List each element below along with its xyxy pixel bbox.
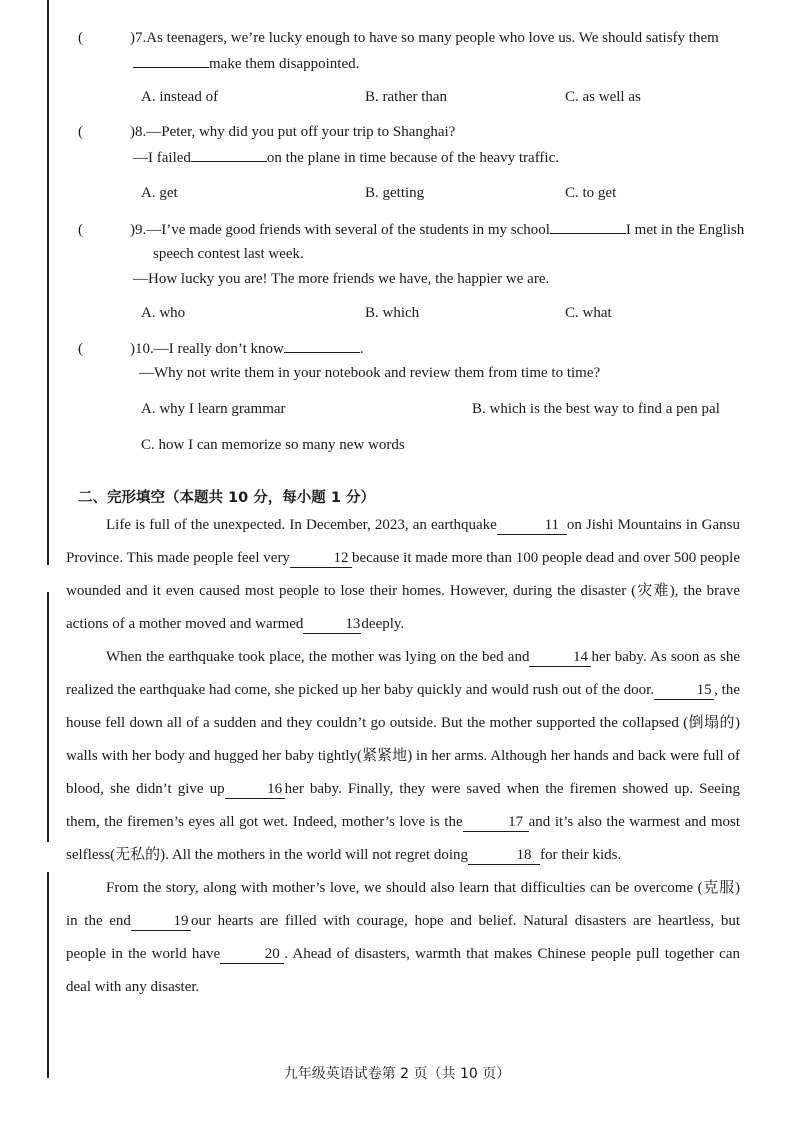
binding-margin-line <box>47 872 49 1078</box>
answer-blank[interactable] <box>133 51 209 68</box>
passage-text: , the house fell down all of a sudden and they couldn’t go outside. But the mother supported the collapsed (倒塌的) walls with her body and hugged her baby tightly(紧紧地) in her arms. Although her hands and back were full of blood, she didn’t give up <box>66 682 740 797</box>
cloze-blank-17[interactable]: 17 <box>463 813 529 832</box>
question-number: )7. <box>130 30 147 46</box>
question-text: —I failed <box>133 150 191 166</box>
question-text: —Why not write them in your notebook and review them from time to time? <box>139 365 601 381</box>
option-c[interactable]: C. what <box>565 305 612 321</box>
option-b[interactable]: B. which is the best way to find a pen pal <box>472 401 720 417</box>
binding-margin-line <box>47 0 49 565</box>
option-c[interactable]: C. to get <box>565 185 617 201</box>
cloze-blank-19[interactable]: 19 <box>131 912 191 931</box>
option-c[interactable]: C. as well as <box>565 89 641 105</box>
passage-paragraph <box>66 872 740 1004</box>
passage-paragraph <box>66 641 740 872</box>
question-number: )9. <box>130 222 147 238</box>
answer-blank[interactable] <box>191 145 267 162</box>
question-text: . <box>359 341 364 357</box>
option-a[interactable]: A. why I learn grammar <box>141 401 286 417</box>
question-text: speech contest last week. <box>153 246 304 262</box>
cloze-blank-20[interactable]: 20 <box>220 945 284 964</box>
option-a[interactable]: A. instead of <box>141 89 219 105</box>
question-10 <box>78 336 758 458</box>
cloze-blank-14[interactable]: 14 <box>529 648 591 667</box>
page-footer: 九年级英语试卷第 2 页（共 10 页） <box>283 1066 511 1082</box>
question-text: —I really don’t know <box>153 341 284 357</box>
question-text: —How lucky you are! The more friends we have, the happier we are. <box>133 271 550 287</box>
question-text: on the plane in time because of the heavy traffic. <box>266 150 559 166</box>
option-a[interactable]: A. who <box>141 305 186 321</box>
passage-text: for their kids. <box>540 847 622 863</box>
cloze-blank-18[interactable]: 18 <box>468 846 540 865</box>
option-b[interactable]: B. which <box>365 305 420 321</box>
question-text: —Peter, why did you put off your trip to Shanghai? <box>146 124 456 140</box>
cloze-blank-15[interactable]: 15 <box>654 681 714 700</box>
cloze-passage <box>66 509 740 1004</box>
question-text: —I’ve made good friends with several of the students in my school <box>146 222 550 238</box>
passage-text: From the story, along with mother’s love, we should also learn that difficulties can be overcome (克服) in the end <box>66 880 740 929</box>
passage-text: deeply. <box>361 616 405 632</box>
option-b[interactable]: B. getting <box>365 185 425 201</box>
cloze-blank-11[interactable]: 11 <box>497 516 567 535</box>
question-9 <box>78 217 758 326</box>
answer-bracket[interactable]: ( <box>78 30 83 46</box>
answer-bracket[interactable]: ( <box>78 124 83 140</box>
passage-text: on Jishi Mountains in Gansu Province. This made people feel very <box>66 517 740 566</box>
option-a[interactable]: A. get <box>141 185 178 201</box>
passage-text: her baby. As soon as she realized the earthquake had come, she picked up her baby quickly and would rush out of the door. <box>66 649 740 698</box>
question-text: I met in the English <box>625 222 745 238</box>
binding-margin-line <box>47 592 49 842</box>
answer-bracket[interactable]: ( <box>78 222 83 238</box>
answer-blank[interactable] <box>550 217 626 234</box>
passage-text: her baby. Finally, they were saved when the firemen showed up. Seeing them, the firemen’s eyes all got wet. Indeed, mother’s love is the <box>66 781 740 830</box>
section-title: 二、完形填空（本题共 10 分，每小题 1 分） <box>78 490 375 506</box>
answer-blank[interactable] <box>284 336 360 353</box>
answer-bracket[interactable]: ( <box>78 341 83 357</box>
passage-text: When the earthquake took place, the mother was lying on the bed and <box>106 649 530 665</box>
passage-text: our hearts are filled with courage, hope and belief. Natural disasters are heartless, but people in the world have <box>66 913 740 962</box>
passage-paragraph <box>66 509 740 641</box>
passage-text: and it’s also the warmest and most selfless(无私的). All the mothers in the world will not regret doing <box>66 814 740 863</box>
passage-text: Life is full of the unexpected. In December, 2023, an earthquake <box>106 517 497 533</box>
question-text: make them disappointed. <box>209 56 360 72</box>
cloze-blank-12[interactable]: 12 <box>290 549 352 568</box>
question-number: )10. <box>130 341 154 357</box>
cloze-blank-16[interactable]: 16 <box>225 780 285 799</box>
option-c[interactable]: C. how I can memorize so many new words <box>141 437 405 453</box>
cloze-blank-13[interactable]: 13 <box>303 615 361 634</box>
question-8 <box>78 120 758 206</box>
question-text: As teenagers, we’re lucky enough to have so many people who love us. We should satisfy them <box>146 30 719 46</box>
option-b[interactable]: B. rather than <box>365 89 448 105</box>
passage-text: because it made more than 100 people dead and over 500 people wounded and it even caused most people to lose their homes. However, during the disaster (灾难), the brave actions of a mother moved and warmed <box>66 550 740 632</box>
question-7 <box>78 26 758 110</box>
passage-text: . Ahead of disasters, warmth that makes Chinese people pull together can deal with any disaster. <box>66 946 740 995</box>
question-number: )8. <box>130 124 147 140</box>
